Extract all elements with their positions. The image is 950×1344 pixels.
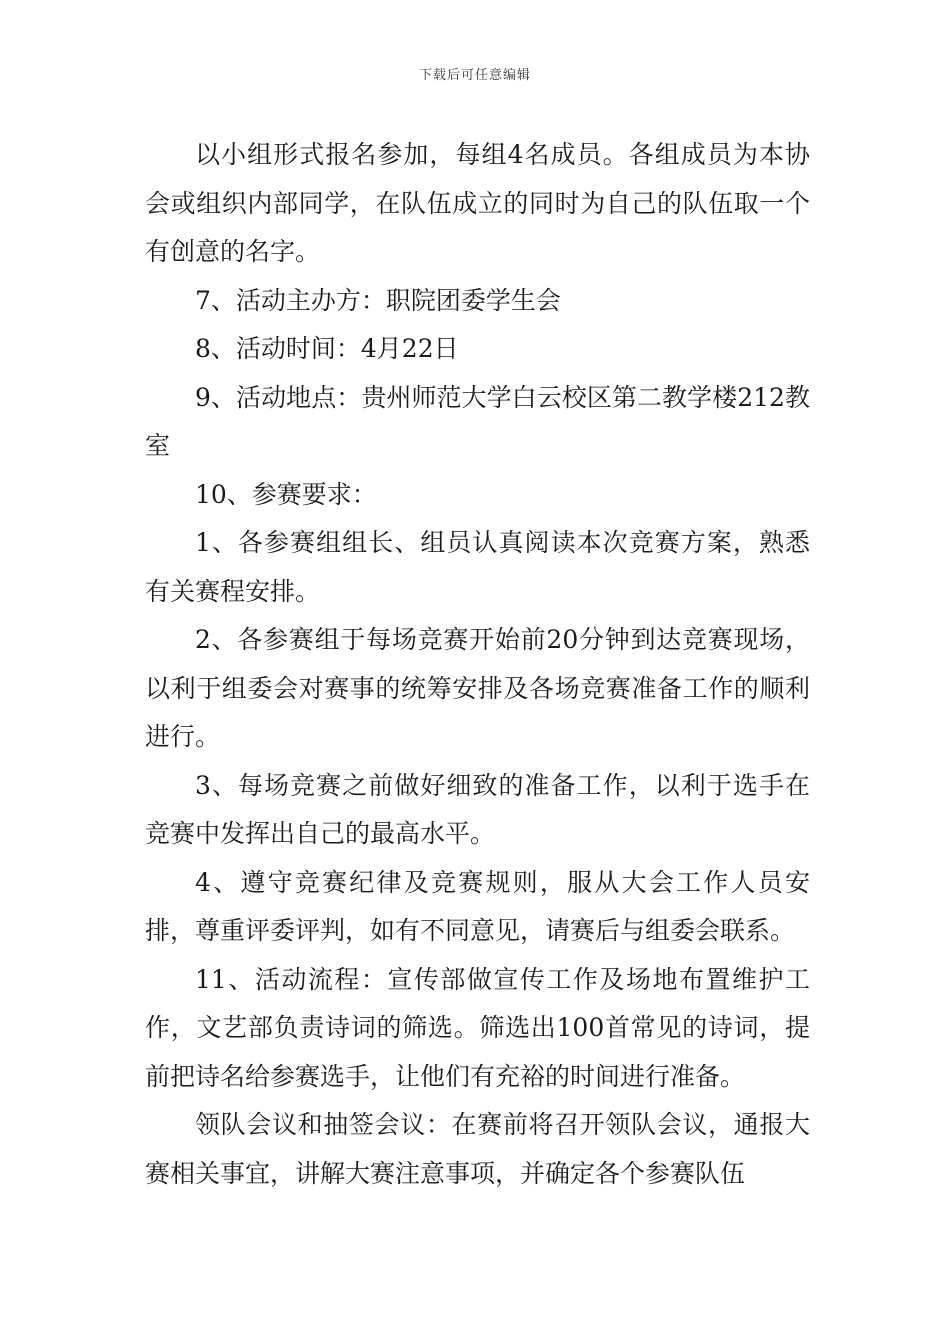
paragraph-requirement-1: 1、各参赛组组长、组员认真阅读本次竞赛方案，熟悉有关赛程安排。 [145, 528, 810, 606]
paragraph-requirements-heading: 10、参赛要求： [195, 479, 377, 509]
page-header-note: 下载后可任意编辑 [418, 68, 531, 83]
paragraph-team-registration: 以小组形式报名参加，每组4名成员。各组成员为本协会或组织内部同学，在队伍成立的同时为自己的队伍取一个有创意的名字。 [145, 140, 810, 266]
document-body [145, 131, 810, 1198]
paragraph-event-location: 9、活动地点：贵州师范大学白云校区第二教学楼212教室 [145, 382, 810, 460]
paragraph-requirement-2: 2、各参赛组于每场竞赛开始前20分钟到达竞赛现场，以利于组委会对赛事的统筹安排及各场竞赛准备工作的顺利进行。 [145, 625, 810, 751]
paragraph-event-process: 11、活动流程：宣传部做宣传工作及场地布置维护工作，文艺部负责诗词的筛选。筛选出100首常见的诗词，提前把诗名给参赛选手，让他们有充裕的时间进行准备。 [145, 964, 810, 1091]
paragraph-organizer: 7、活动主办方：职院团委学生会 [195, 285, 561, 315]
paragraph-requirement-3: 3、每场竞赛之前做好细致的准备工作，以利于选手在竞赛中发挥出自己的最高水平。 [145, 770, 810, 848]
paragraph-requirement-4: 4、遵守竞赛纪律及竞赛规则，服从大会工作人员安排，尊重评委评判，如有不同意见，请赛后与组委会联系。 [145, 867, 810, 945]
paragraph-leader-meeting: 领队会议和抽签会议：在赛前将召开领队会议，通报大赛相关事宜，讲解大赛注意事项，并确定各个参赛队伍 [145, 1110, 810, 1188]
paragraph-event-time: 8、活动时间：4月22日 [195, 334, 459, 363]
